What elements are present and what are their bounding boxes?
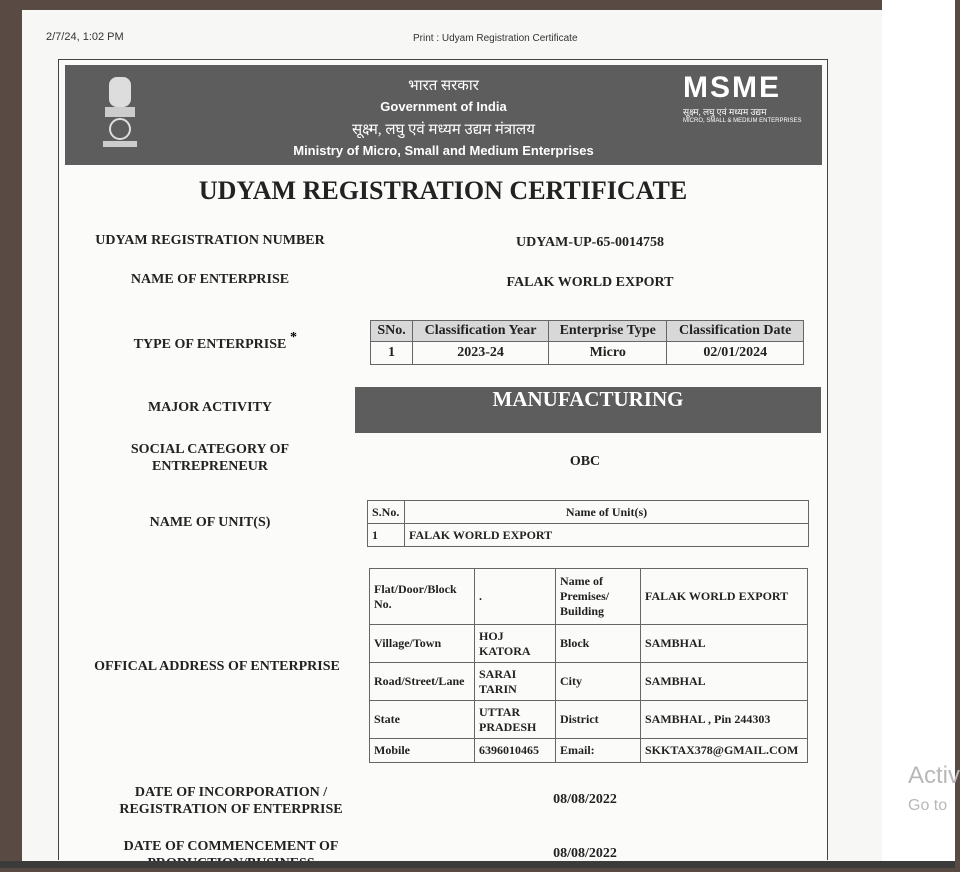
address-email-label: Email: xyxy=(556,739,641,763)
table-cell: 1 xyxy=(368,524,405,547)
table-cell: 1 xyxy=(371,342,413,365)
address-mobile-label: Mobile xyxy=(370,739,475,763)
address-village-value: HOJ KATORA xyxy=(475,625,556,663)
commencement-date: 08/08/2022 xyxy=(553,846,617,861)
address-table xyxy=(369,568,808,763)
address-state-value: UTTAR PRADESH xyxy=(475,701,556,739)
major-activity-label: MAJOR ACTIVITY xyxy=(147,400,273,415)
units-table xyxy=(367,500,809,547)
incorporation-label xyxy=(90,784,372,818)
reg-number-label: UDYAM REGISTRATION NUMBER xyxy=(95,233,325,248)
major-activity-value: MANUFACTURING xyxy=(355,387,821,433)
table-cell: Micro xyxy=(549,342,667,365)
table-row xyxy=(370,569,808,625)
address-city-label: City xyxy=(556,663,641,701)
address-road-value: SARAI TARIN xyxy=(475,663,556,701)
table-row xyxy=(368,524,809,547)
table-header: S.No. xyxy=(368,501,405,524)
address-flat-value: . xyxy=(475,569,556,625)
certificate-title: UDYAM REGISTRATION CERTIFICATE xyxy=(198,176,688,205)
table-header: Enterprise Type xyxy=(549,321,667,342)
address-road-label: Road/Street/Lane xyxy=(370,663,475,701)
social-category-label-line1: SOCIAL CATEGORY OF xyxy=(130,442,290,457)
msme-logo xyxy=(683,73,803,133)
address-district-label: District xyxy=(556,701,641,739)
social-category-value: OBC xyxy=(569,454,601,469)
address-state-label: State xyxy=(370,701,475,739)
enterprise-type-label: TYPE OF ENTERPRISE xyxy=(133,337,287,352)
table-header-row xyxy=(371,321,804,342)
table-header: Classification Date xyxy=(667,321,804,342)
msme-logo-text: MSME xyxy=(683,71,781,104)
incorporation-date: 08/08/2022 xyxy=(553,792,617,807)
incorporation-label-line1: DATE OF INCORPORATION / xyxy=(134,785,328,800)
banner-line-hindi-ministry: सूक्ष्म, लघु एवं मध्यम उद्यम मंत्रालय xyxy=(352,122,535,138)
enterprise-name-value: FALAK WORLD EXPORT xyxy=(506,275,674,290)
address-flat-label: Flat/Door/Block No. xyxy=(370,569,475,625)
address-block-value: SAMBHAL xyxy=(641,625,808,663)
print-title: Print : Udyam Registration Certificate xyxy=(413,33,578,44)
table-header-row xyxy=(368,501,809,524)
banner-line-ministry: Ministry of Micro, Small and Medium Enterprises xyxy=(293,143,594,158)
incorporation-label-line2: REGISTRATION OF ENTERPRISE xyxy=(119,802,343,817)
table-row xyxy=(370,739,808,763)
table-row xyxy=(371,342,804,365)
address-premises-label: Name of Premises/ Building xyxy=(556,569,641,625)
print-datetime: 2/7/24, 1:02 PM xyxy=(46,31,124,43)
address-district-value: SAMBHAL , Pin 244303 xyxy=(641,701,808,739)
address-mobile-value: 6396010465 xyxy=(475,739,556,763)
table-row xyxy=(370,625,808,663)
windows-activation-link[interactable]: Go to xyxy=(908,797,948,814)
units-label: NAME OF UNIT(S) xyxy=(149,515,271,530)
address-block-label: Block xyxy=(556,625,641,663)
msme-logo-sub-en: MICRO, SMALL & MEDIUM ENTERPRISES xyxy=(683,118,802,124)
table-header: Name of Unit(s) xyxy=(405,501,809,524)
enterprise-name-label: NAME OF ENTERPRISE xyxy=(130,272,290,287)
table-cell: FALAK WORLD EXPORT xyxy=(405,524,809,547)
banner-line-gov-india: Government of India xyxy=(380,99,507,114)
banner-line-hindi-gov: भारत सरकार xyxy=(408,78,479,94)
address-village-label: Village/Town xyxy=(370,625,475,663)
government-banner xyxy=(65,65,822,165)
enterprise-type-table xyxy=(370,320,804,365)
table-row xyxy=(370,663,808,701)
bottom-edge-bar xyxy=(0,861,955,868)
table-row xyxy=(370,701,808,739)
address-email-value: SKKTAX378@GMAIL.COM xyxy=(641,739,808,763)
table-header: Classification Year xyxy=(413,321,549,342)
address-city-value: SAMBHAL xyxy=(641,663,808,701)
table-cell: 2023-24 xyxy=(413,342,549,365)
table-header: SNo. xyxy=(371,321,413,342)
social-category-label-line2: ENTREPRENEUR xyxy=(152,459,268,474)
desktop-background xyxy=(882,0,955,868)
windows-activation-watermark: Activ xyxy=(908,762,960,789)
address-label: OFFICAL ADDRESS OF ENTERPRISE xyxy=(94,659,340,674)
address-premises-value: FALAK WORLD EXPORT xyxy=(641,569,808,625)
commencement-label xyxy=(90,838,372,860)
enterprise-type-asterisk: * xyxy=(290,330,297,345)
social-category-label xyxy=(80,441,340,475)
commencement-label-line1: DATE OF COMMENCEMENT OF xyxy=(123,839,339,854)
reg-number-value: UDYAM-UP-65-0014758 xyxy=(515,235,665,250)
msme-logo-sub-hindi: सूक्ष्म, लघु एवं मध्यम उद्यम xyxy=(683,107,767,117)
table-cell: 02/01/2024 xyxy=(667,342,804,365)
